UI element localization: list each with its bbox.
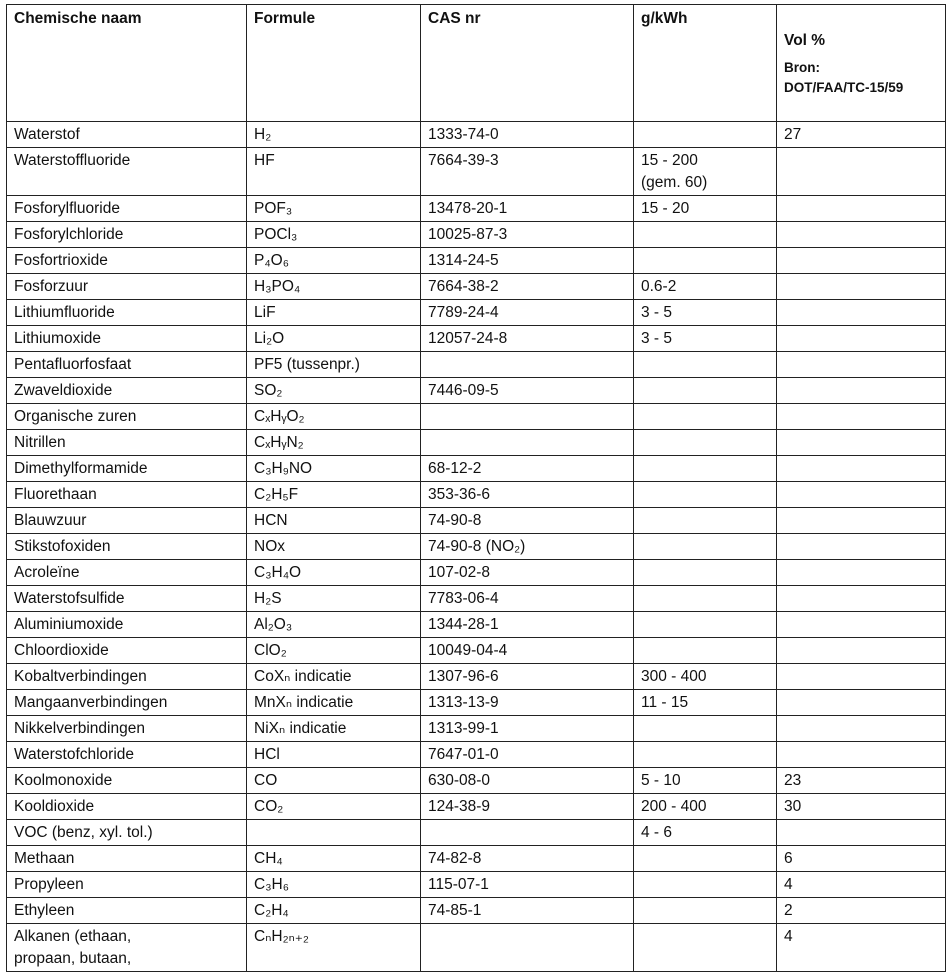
cell-vol-percent: [777, 456, 946, 482]
table-row: [7, 378, 946, 404]
cell-cas-number: 1307-96-6: [421, 664, 634, 690]
cell-vol-percent: 4: [777, 872, 946, 898]
cell-cas-number: 74-85-1: [421, 898, 634, 924]
cell-chemical-name: Waterstofsulfide: [7, 586, 247, 612]
cell-g-per-kwh: 15 - 200 (gem. 60): [634, 148, 777, 196]
cell-cas-number: [421, 352, 634, 378]
table-row: [7, 534, 946, 560]
table-row: [7, 352, 946, 378]
cell-formula: CH₄: [247, 846, 421, 872]
table-row: [7, 430, 946, 456]
cell-formula: ClO₂: [247, 638, 421, 664]
cell-chemical-name: Organische zuren: [7, 404, 247, 430]
cell-chemical-name: Propyleen: [7, 872, 247, 898]
table-row: [7, 664, 946, 690]
cell-formula: C₂H₅F: [247, 482, 421, 508]
table-row: [7, 586, 946, 612]
header-cas-number: CAS nr: [421, 5, 634, 122]
cell-cas-number: 107-02-8: [421, 560, 634, 586]
cell-cas-number: [421, 820, 634, 846]
cell-formula: NOx: [247, 534, 421, 560]
cell-vol-percent: [777, 248, 946, 274]
cell-vol-percent: [777, 742, 946, 768]
cell-formula: H₂S: [247, 586, 421, 612]
cell-chemical-name: Pentafluorfosfaat: [7, 352, 247, 378]
header-vol-source: Bron: DOT/FAA/TC-15/59: [784, 60, 904, 95]
cell-formula: SO₂: [247, 378, 421, 404]
cell-cas-number: 1313-99-1: [421, 716, 634, 742]
cell-vol-percent: [777, 326, 946, 352]
cell-g-per-kwh: [634, 404, 777, 430]
cell-chemical-name: Acroleïne: [7, 560, 247, 586]
cell-cas-number: 74-90-8: [421, 508, 634, 534]
cell-g-per-kwh: [634, 248, 777, 274]
cell-formula: CₙH₂ₙ₊₂: [247, 924, 421, 972]
cell-chemical-name: Koolmonoxide: [7, 768, 247, 794]
cell-g-per-kwh: [634, 456, 777, 482]
cell-vol-percent: [777, 690, 946, 716]
cell-g-per-kwh: 3 - 5: [634, 326, 777, 352]
table-row: [7, 820, 946, 846]
table-row: [7, 508, 946, 534]
cell-g-per-kwh: 11 - 15: [634, 690, 777, 716]
cell-cas-number: 68-12-2: [421, 456, 634, 482]
table-row: [7, 742, 946, 768]
cell-formula: HCl: [247, 742, 421, 768]
cell-cas-number: 115-07-1: [421, 872, 634, 898]
cell-vol-percent: [777, 586, 946, 612]
cell-formula: POCl₃: [247, 222, 421, 248]
table-row: [7, 326, 946, 352]
cell-cas-number: 74-90-8 (NO₂): [421, 534, 634, 560]
cell-formula: CₓHᵧO₂: [247, 404, 421, 430]
table-header-row: [7, 5, 946, 122]
cell-chemical-name: Alkanen (ethaan, propaan, butaan,: [7, 924, 247, 972]
cell-chemical-name: Fosforylchloride: [7, 222, 247, 248]
cell-cas-number: 13478-20-1: [421, 196, 634, 222]
cell-vol-percent: [777, 820, 946, 846]
cell-formula: HF: [247, 148, 421, 196]
cell-vol-percent: [777, 148, 946, 196]
cell-g-per-kwh: 4 - 6: [634, 820, 777, 846]
cell-cas-number: 7789-24-4: [421, 300, 634, 326]
cell-cas-number: 353-36-6: [421, 482, 634, 508]
table-row: [7, 924, 946, 972]
cell-g-per-kwh: 5 - 10: [634, 768, 777, 794]
table-row: [7, 222, 946, 248]
cell-formula: CO: [247, 768, 421, 794]
cell-formula: Al₂O₃: [247, 612, 421, 638]
cell-cas-number: 12057-24-8: [421, 326, 634, 352]
cell-g-per-kwh: [634, 534, 777, 560]
header-vol-percent: [777, 5, 946, 122]
cell-cas-number: [421, 404, 634, 430]
table-row: [7, 482, 946, 508]
cell-g-per-kwh: 0.6-2: [634, 274, 777, 300]
cell-cas-number: 630-08-0: [421, 768, 634, 794]
chemicals-table: [6, 4, 946, 972]
cell-cas-number: 1313-13-9: [421, 690, 634, 716]
cell-formula: C₂H₄: [247, 898, 421, 924]
cell-chemical-name: Stikstofoxiden: [7, 534, 247, 560]
cell-cas-number: 1314-24-5: [421, 248, 634, 274]
cell-formula: PF5 (tussenpr.): [247, 352, 421, 378]
cell-chemical-name: Methaan: [7, 846, 247, 872]
cell-vol-percent: [777, 404, 946, 430]
cell-g-per-kwh: [634, 586, 777, 612]
cell-chemical-name: Dimethylformamide: [7, 456, 247, 482]
cell-chemical-name: Fosforzuur: [7, 274, 247, 300]
cell-vol-percent: 2: [777, 898, 946, 924]
cell-vol-percent: [777, 300, 946, 326]
cell-vol-percent: [777, 612, 946, 638]
table-row: [7, 768, 946, 794]
cell-cas-number: 1344-28-1: [421, 612, 634, 638]
table-row: [7, 560, 946, 586]
cell-g-per-kwh: [634, 612, 777, 638]
cell-cas-number: 74-82-8: [421, 846, 634, 872]
table-row: [7, 196, 946, 222]
cell-vol-percent: [777, 222, 946, 248]
cell-cas-number: 124-38-9: [421, 794, 634, 820]
cell-chemical-name: Waterstofchloride: [7, 742, 247, 768]
cell-vol-percent: 6: [777, 846, 946, 872]
cell-g-per-kwh: [634, 924, 777, 972]
cell-vol-percent: [777, 716, 946, 742]
cell-cas-number: 7647-01-0: [421, 742, 634, 768]
cell-chemical-name: Waterstoffluoride: [7, 148, 247, 196]
table-row: [7, 898, 946, 924]
cell-vol-percent: [777, 560, 946, 586]
cell-vol-percent: [777, 638, 946, 664]
cell-g-per-kwh: [634, 846, 777, 872]
table-row: [7, 148, 946, 196]
document-page: [6, 4, 946, 972]
table-row: [7, 716, 946, 742]
cell-chemical-name: Nikkelverbindingen: [7, 716, 247, 742]
cell-g-per-kwh: [634, 352, 777, 378]
cell-cas-number: 7446-09-5: [421, 378, 634, 404]
cell-formula: NiXₙ indicatie: [247, 716, 421, 742]
cell-chemical-name: Fosforylfluoride: [7, 196, 247, 222]
table-row: [7, 248, 946, 274]
cell-formula: P₄O₆: [247, 248, 421, 274]
cell-chemical-name: Aluminiumoxide: [7, 612, 247, 638]
table-row: [7, 456, 946, 482]
cell-g-per-kwh: 300 - 400: [634, 664, 777, 690]
header-formula: Formule: [247, 5, 421, 122]
cell-g-per-kwh: 200 - 400: [634, 794, 777, 820]
cell-formula: H₂: [247, 122, 421, 148]
cell-chemical-name: Fosfortrioxide: [7, 248, 247, 274]
cell-formula: C₃H₉NO: [247, 456, 421, 482]
cell-cas-number: [421, 430, 634, 456]
cell-g-per-kwh: [634, 898, 777, 924]
cell-cas-number: 1333-74-0: [421, 122, 634, 148]
cell-cas-number: 10049-04-4: [421, 638, 634, 664]
table-row: [7, 300, 946, 326]
cell-vol-percent: [777, 508, 946, 534]
cell-vol-percent: [777, 352, 946, 378]
cell-vol-percent: 23: [777, 768, 946, 794]
cell-cas-number: [421, 924, 634, 972]
cell-chemical-name: Waterstof: [7, 122, 247, 148]
cell-cas-number: 7664-39-3: [421, 148, 634, 196]
cell-vol-percent: 4: [777, 924, 946, 972]
cell-chemical-name: Kobaltverbindingen: [7, 664, 247, 690]
cell-formula: CₓHᵧN₂: [247, 430, 421, 456]
table-row: [7, 274, 946, 300]
cell-g-per-kwh: [634, 222, 777, 248]
header-vol-label: Vol %: [784, 32, 826, 49]
cell-chemical-name: VOC (benz, xyl. tol.): [7, 820, 247, 846]
cell-vol-percent: [777, 196, 946, 222]
table-row: [7, 690, 946, 716]
cell-formula: C₃H₆: [247, 872, 421, 898]
cell-chemical-name: Ethyleen: [7, 898, 247, 924]
cell-g-per-kwh: [634, 716, 777, 742]
table-row: [7, 404, 946, 430]
cell-vol-percent: [777, 534, 946, 560]
cell-g-per-kwh: [634, 872, 777, 898]
cell-vol-percent: [777, 482, 946, 508]
cell-g-per-kwh: 15 - 20: [634, 196, 777, 222]
cell-formula: LiF: [247, 300, 421, 326]
cell-formula: C₃H₄O: [247, 560, 421, 586]
cell-formula: POF₃: [247, 196, 421, 222]
cell-g-per-kwh: [634, 742, 777, 768]
cell-formula: CO₂: [247, 794, 421, 820]
cell-g-per-kwh: [634, 378, 777, 404]
cell-vol-percent: 30: [777, 794, 946, 820]
cell-g-per-kwh: 3 - 5: [634, 300, 777, 326]
cell-g-per-kwh: [634, 560, 777, 586]
cell-g-per-kwh: [634, 482, 777, 508]
header-g-per-kwh: g/kWh: [634, 5, 777, 122]
table-body: [7, 122, 946, 972]
cell-vol-percent: [777, 378, 946, 404]
cell-vol-percent: [777, 274, 946, 300]
cell-g-per-kwh: [634, 508, 777, 534]
cell-chemical-name: Kooldioxide: [7, 794, 247, 820]
cell-chemical-name: Chloordioxide: [7, 638, 247, 664]
cell-vol-percent: 27: [777, 122, 946, 148]
table-row: [7, 846, 946, 872]
cell-formula: CoXₙ indicatie: [247, 664, 421, 690]
cell-cas-number: 7783-06-4: [421, 586, 634, 612]
cell-chemical-name: Mangaanverbindingen: [7, 690, 247, 716]
cell-formula: [247, 820, 421, 846]
cell-g-per-kwh: [634, 638, 777, 664]
header-chemical-name: Chemische naam: [7, 5, 247, 122]
cell-g-per-kwh: [634, 122, 777, 148]
cell-vol-percent: [777, 664, 946, 690]
cell-formula: Li₂O: [247, 326, 421, 352]
cell-chemical-name: Nitrillen: [7, 430, 247, 456]
cell-formula: MnXₙ indicatie: [247, 690, 421, 716]
cell-g-per-kwh: [634, 430, 777, 456]
table-row: [7, 122, 946, 148]
cell-chemical-name: Lithiumfluoride: [7, 300, 247, 326]
cell-formula: H₃PO₄: [247, 274, 421, 300]
cell-chemical-name: Zwaveldioxide: [7, 378, 247, 404]
cell-formula: HCN: [247, 508, 421, 534]
cell-chemical-name: Blauwzuur: [7, 508, 247, 534]
cell-chemical-name: Fluorethaan: [7, 482, 247, 508]
cell-vol-percent: [777, 430, 946, 456]
table-row: [7, 638, 946, 664]
table-row: [7, 872, 946, 898]
cell-cas-number: 7664-38-2: [421, 274, 634, 300]
cell-cas-number: 10025-87-3: [421, 222, 634, 248]
table-row: [7, 794, 946, 820]
table-row: [7, 612, 946, 638]
cell-chemical-name: Lithiumoxide: [7, 326, 247, 352]
